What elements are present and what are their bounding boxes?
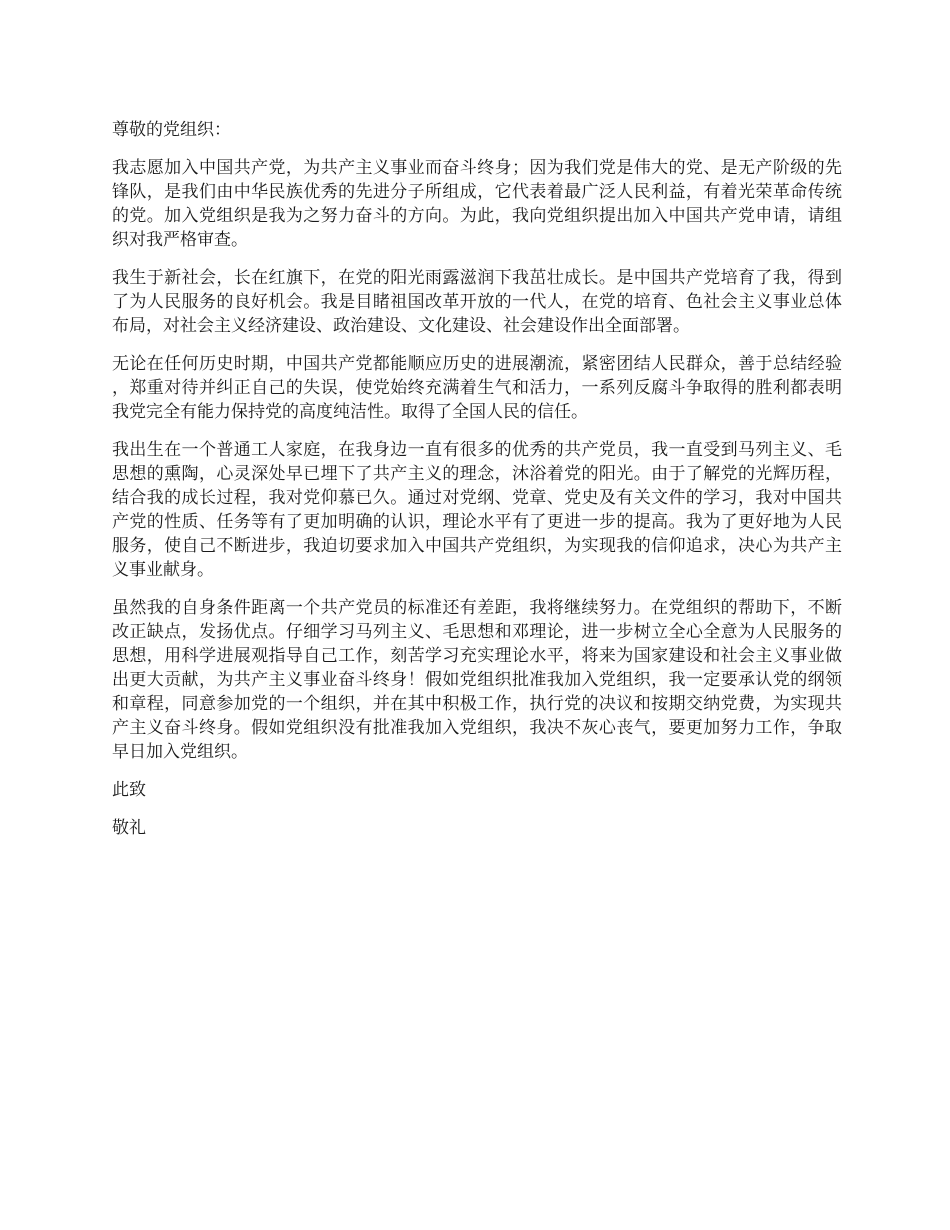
paragraph-4: 我出生在一个普通工人家庭，在我身边一直有很多的优秀的共产党员，我一直受到马列主义、毛思想的熏陶，心灵深处早已埋下了共产主义的理念，沐浴着党的阳光。由于了解党的光辉历程，结合我的成长过程，我对党仰慕已久。通过对党纲、党章、党史及有关文件的学习，我对中国共产党的性质、任务等有了更加明确的认识，理论水平有了更进一步的提高。我为了更好地为人民服务，使自己不断进步，我迫切要求加入中国共产党组织，为实现我的信仰追求，决心为共产主义事业献身。 <box>112 440 842 580</box>
salutation: 尊敬的党组织： <box>112 120 231 140</box>
paragraph-2: 我生于新社会，长在红旗下，在党的阳光雨露滋润下我茁壮成长。是中国共产党培育了我，得到了为人民服务的良好机会。我是目睹祖国改革开放的一代人，在党的培育、色社会主义事业总体布局，对社会主义经济建设、政治建设、文化建设、社会建设作出全面部署。 <box>112 268 842 336</box>
paragraph-5: 虽然我的自身条件距离一个共产党员的标准还有差距，我将继续努力。在党组织的帮助下，不断改正缺点，发扬优点。仔细学习马列主义、毛思想和邓理论，进一步树立全心全意为人民服务的思想，用科学进展观指导自己工作，刻苦学习充实理论水平，将来为国家建设和社会主义事业做出更大贡献，为共产主义事业奋斗终身！假如党组织批准我加入党组织，我一定要承认党的纲领和章程，同意参加党的一个组织，并在其中积极工作，执行党的决议和按期交纳党费，为实现共产主义奋斗终身。假如党组织没有批准我加入党组织，我决不灰心丧气，要更加努力工作，争取早日加入党组织。 <box>112 598 842 762</box>
closing-line-2: 敬礼 <box>112 818 146 838</box>
letter-body <box>112 118 842 854</box>
paragraph-1: 我志愿加入中国共产党，为共产主义事业而奋斗终身；因为我们党是伟大的党、是无产阶级的先锋队，是我们由中华民族优秀的先进分子所组成，它代表着最广泛人民利益，有着光荣革命传统的党。加入党组织是我为之努力奋斗的方向。为此，我向党组织提出加入中国共产党申请，请组织对我严格审查。 <box>112 158 842 250</box>
paragraph-3: 无论在任何历史时期，中国共产党都能顺应历史的进展潮流，紧密团结人民群众，善于总结经验，郑重对待并纠正自己的失误，使党始终充满着生气和活力，一系列反腐斗争取得的胜利都表明我党完全有能力保持党的高度纯洁性。取得了全国人民的信任。 <box>112 354 842 422</box>
closing-line-1: 此致 <box>112 780 146 800</box>
